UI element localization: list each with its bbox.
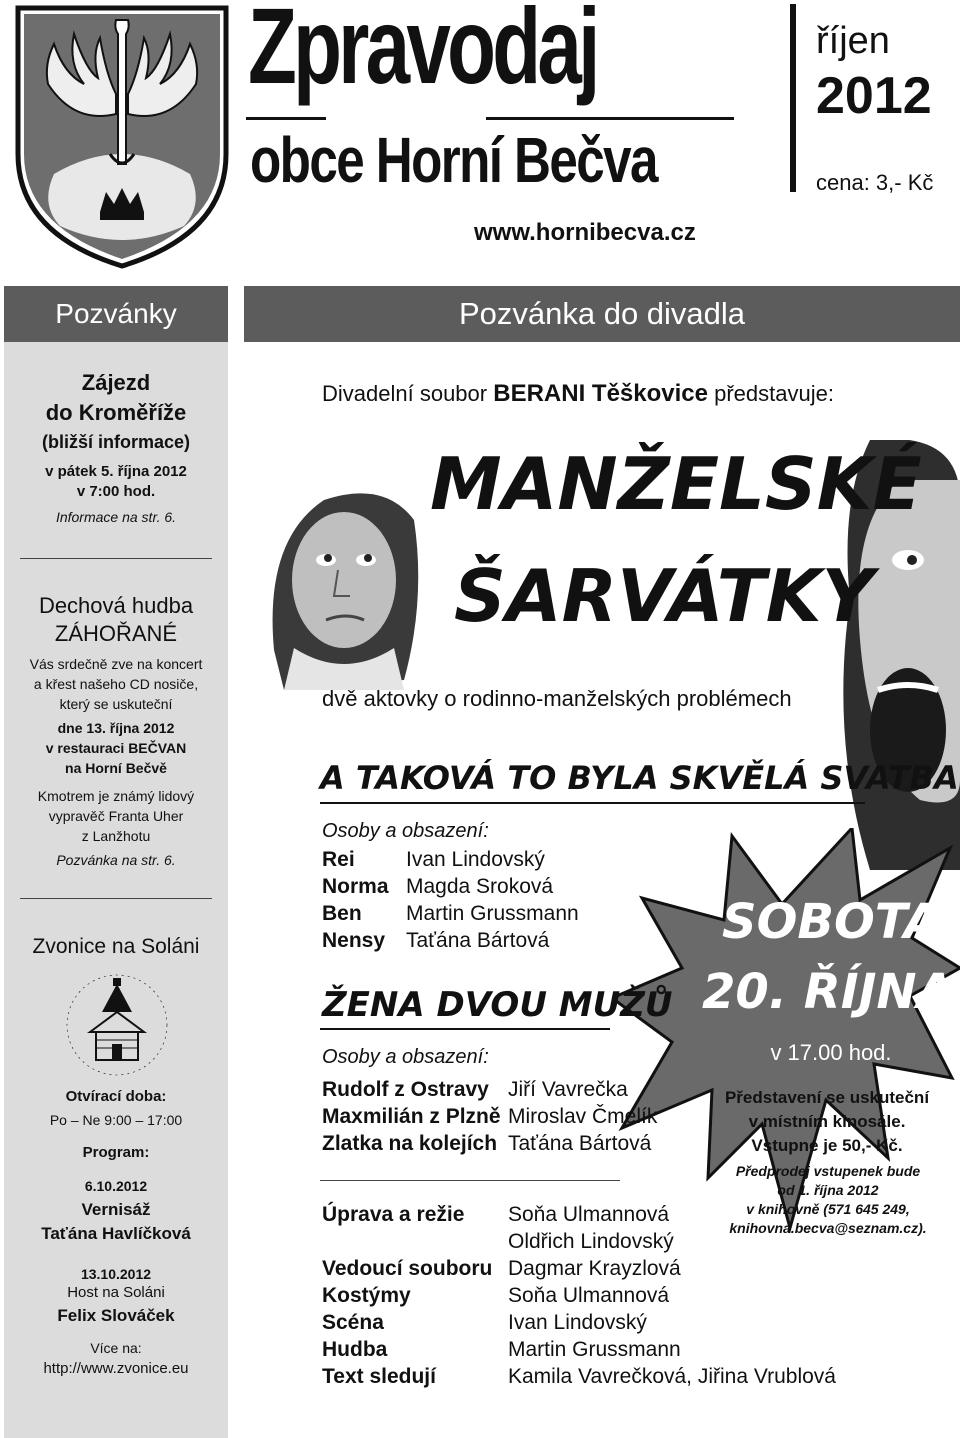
event-info: Představení se uskuteční v místním kinosále. Vstupné je 50,- Kč. <box>724 1088 930 1155</box>
bells-url[interactable]: http://www.zvonice.eu <box>43 1360 189 1377</box>
sidebar-divider <box>20 558 212 559</box>
bells-hours-label: Otvírací doba: <box>65 1088 167 1105</box>
credit-row <box>322 848 545 872</box>
event-day: SOBOTA <box>722 894 941 950</box>
band-text: Vás srdečně zve na koncert a křest našeho CD nosiče, který se uskuteční <box>29 656 203 712</box>
credit-role: Hudba <box>322 1338 388 1361</box>
credit-role: Maxmilián z Plzně <box>322 1105 501 1128</box>
issue-price: cena: 3,- Kč <box>816 170 934 195</box>
credit-role: Rudolf z Ostravy <box>322 1078 489 1101</box>
credit-row <box>322 1230 674 1254</box>
play-subtitle: dvě aktovky o rodinno-manželských problémech <box>322 686 792 711</box>
trip-more: Informace na str. 6. <box>55 509 177 525</box>
credit-role: Text sledují <box>322 1365 436 1388</box>
credit-row <box>322 875 553 899</box>
credit-row <box>322 1078 628 1102</box>
band-title: Dechová hudba ZÁHOŘANÉ <box>38 593 194 646</box>
credit-row <box>322 1311 647 1335</box>
play3-title: ŽENA DVOU MUŽŮ <box>322 985 673 1025</box>
event2-date: 13.10.2012 <box>80 1266 152 1282</box>
credit-name: Taťána Bártová <box>406 929 550 952</box>
credit-name: Soňa Ulmannová <box>508 1203 670 1226</box>
credit-name: Martin Grussmann <box>508 1338 681 1361</box>
event-presale: Předprodej vstupenek bude od 1. října 2012 v knihovně (571 645 249, knihovna.becva@seznam.cz). <box>729 1163 927 1236</box>
issue-month: říjen <box>816 20 890 62</box>
bells-more-label: Více na: <box>90 1340 142 1356</box>
credit-role: Zlatka na kolejích <box>322 1132 498 1155</box>
play1-title-line1: MANŽELSKÉ <box>430 442 922 526</box>
band-host: Kmotrem je známý lidový vypravěč Franta Uher z Lanžhotu <box>37 788 195 844</box>
credit-name: Dagmar Krayzlová <box>508 1257 681 1280</box>
sidebar-header: Pozvánky <box>4 286 228 342</box>
credit-role: Úprava a režie <box>322 1203 465 1226</box>
credit-name: Jiří Vavrečka <box>508 1078 628 1101</box>
trip-title: Zájezd do Kroměříže <box>45 370 187 425</box>
credits-divider <box>320 1180 620 1181</box>
play2-title: A TAKOVÁ TO BYLA SKVĚLÁ SVATBA <box>320 759 959 797</box>
sidebar-divider <box>20 898 212 899</box>
credit-row <box>322 902 579 926</box>
play2-rule <box>320 802 865 804</box>
credit-row <box>322 1203 669 1227</box>
credit-name: Miroslav Čmelík <box>508 1105 658 1128</box>
village-crest-logo <box>14 4 230 270</box>
credit-row <box>322 1338 681 1362</box>
newsletter-subtitle: obce Horní Bečva <box>250 124 657 196</box>
title-rule-right <box>486 117 734 120</box>
credit-row <box>322 1365 836 1389</box>
credit-row <box>322 1105 657 1129</box>
actor-photo-man <box>254 480 424 690</box>
band-date-venue: dne 13. října 2012 v restauraci BEČVAN na Horní Bečvě <box>45 720 187 776</box>
credit-row <box>322 1132 651 1156</box>
event1: Vernisáž Taťána Havlíčková <box>41 1200 191 1243</box>
bells-title: Zvonice na Soláni <box>32 935 200 958</box>
credit-role: Scéna <box>322 1311 384 1334</box>
play1-title-line2: ŠARVÁTKY <box>454 554 874 638</box>
trip-subtitle: (bližší informace) <box>41 432 191 452</box>
newsletter-title: Zpravodaj <box>248 0 597 106</box>
credit-role: Rei <box>322 848 355 871</box>
band-more: Pozvánka na str. 6. <box>56 852 176 868</box>
credit-row <box>322 929 549 953</box>
credit-name: Magda Sroková <box>406 875 554 898</box>
credit-role: Kostýmy <box>322 1284 411 1307</box>
website-link[interactable]: www.hornibecva.cz <box>474 219 696 246</box>
credit-row <box>322 1257 681 1281</box>
cast2-label: Osoby a obsazení: <box>322 820 489 842</box>
credit-name: Martin Grussmann <box>406 902 579 925</box>
credit-name: Oldřich Lindovský <box>508 1230 674 1253</box>
bells-hours: Po – Ne 9:00 – 17:00 <box>49 1112 183 1128</box>
issue-year: 2012 <box>816 67 932 125</box>
event2-title: Host na Soláni <box>67 1284 165 1301</box>
credit-name: Ivan Lindovský <box>508 1311 647 1334</box>
credit-row <box>322 1284 669 1308</box>
credit-name: Taťána Bártová <box>508 1132 652 1155</box>
credit-role: Norma <box>322 875 389 898</box>
event-time: v 17.00 hod. <box>770 1040 892 1065</box>
masthead-divider <box>790 4 796 192</box>
play3-rule <box>320 1028 610 1030</box>
cast3-label: Osoby a obsazení: <box>322 1046 489 1068</box>
credit-name: Ivan Lindovský <box>406 848 545 871</box>
credit-name: Kamila Vavrečková, Jiřina Vrublová <box>508 1365 836 1388</box>
main-header: Pozvánka do divadla <box>244 286 960 342</box>
intro-text: Divadelní soubor BERANI Těškovice představuje: <box>322 380 834 407</box>
credit-name: Soňa Ulmannová <box>508 1284 670 1307</box>
credit-role: Vedoucí souboru <box>322 1257 493 1280</box>
event2-name: Felix Slováček <box>57 1306 175 1325</box>
title-rule-left <box>246 117 326 120</box>
bell-tower-logo <box>62 970 172 1080</box>
event1-date: 6.10.2012 <box>84 1178 148 1194</box>
credit-role: Ben <box>322 902 362 925</box>
credit-role: Nensy <box>322 929 386 952</box>
trip-datetime: v pátek 5. října 2012 v 7:00 hod. <box>45 463 187 500</box>
event-date: 20. ŘÍJNA <box>702 964 954 1020</box>
bells-program-label: Program: <box>82 1144 150 1161</box>
